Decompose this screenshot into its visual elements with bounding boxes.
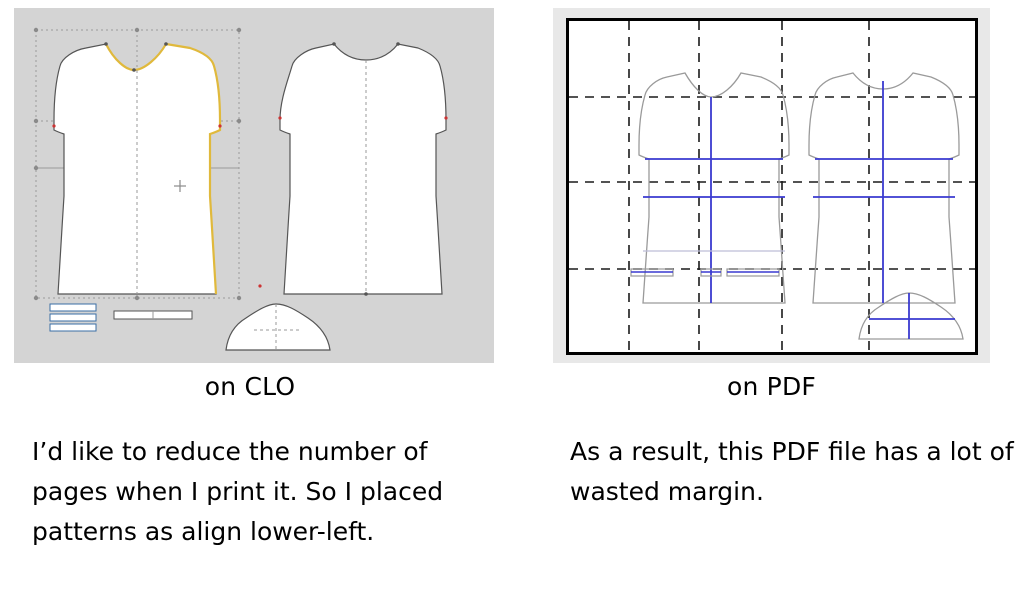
caption-clo: on CLO	[204, 372, 296, 401]
clo-piece-binding-strips[interactable]	[50, 304, 96, 331]
pdf-preview-panel[interactable]	[553, 8, 990, 363]
clo-piece-waistband-strip[interactable]	[114, 311, 192, 319]
pdf-piece-sleeve-cap	[859, 293, 963, 339]
annotation-text-left: I’d like to reduce the number of pages when I print it. So I placed patterns as align lower-left.	[32, 437, 444, 546]
clo-pattern-canvas[interactable]	[14, 8, 494, 363]
annotation-text-right: As a result, this PDF file has a lot of wasted margin.	[570, 437, 1014, 506]
pdf-page-canvas	[569, 21, 975, 352]
caption-pdf: on PDF	[727, 372, 816, 401]
clo-piece-front-bodice[interactable]	[52, 42, 221, 294]
pdf-piece-binding-strips	[631, 269, 779, 276]
clo-piece-back-bodice[interactable]	[258, 42, 447, 296]
clo-piece-sleeve-cap[interactable]	[226, 304, 330, 350]
clo-pattern-workspace[interactable]	[14, 8, 494, 363]
pdf-page[interactable]	[566, 18, 978, 355]
